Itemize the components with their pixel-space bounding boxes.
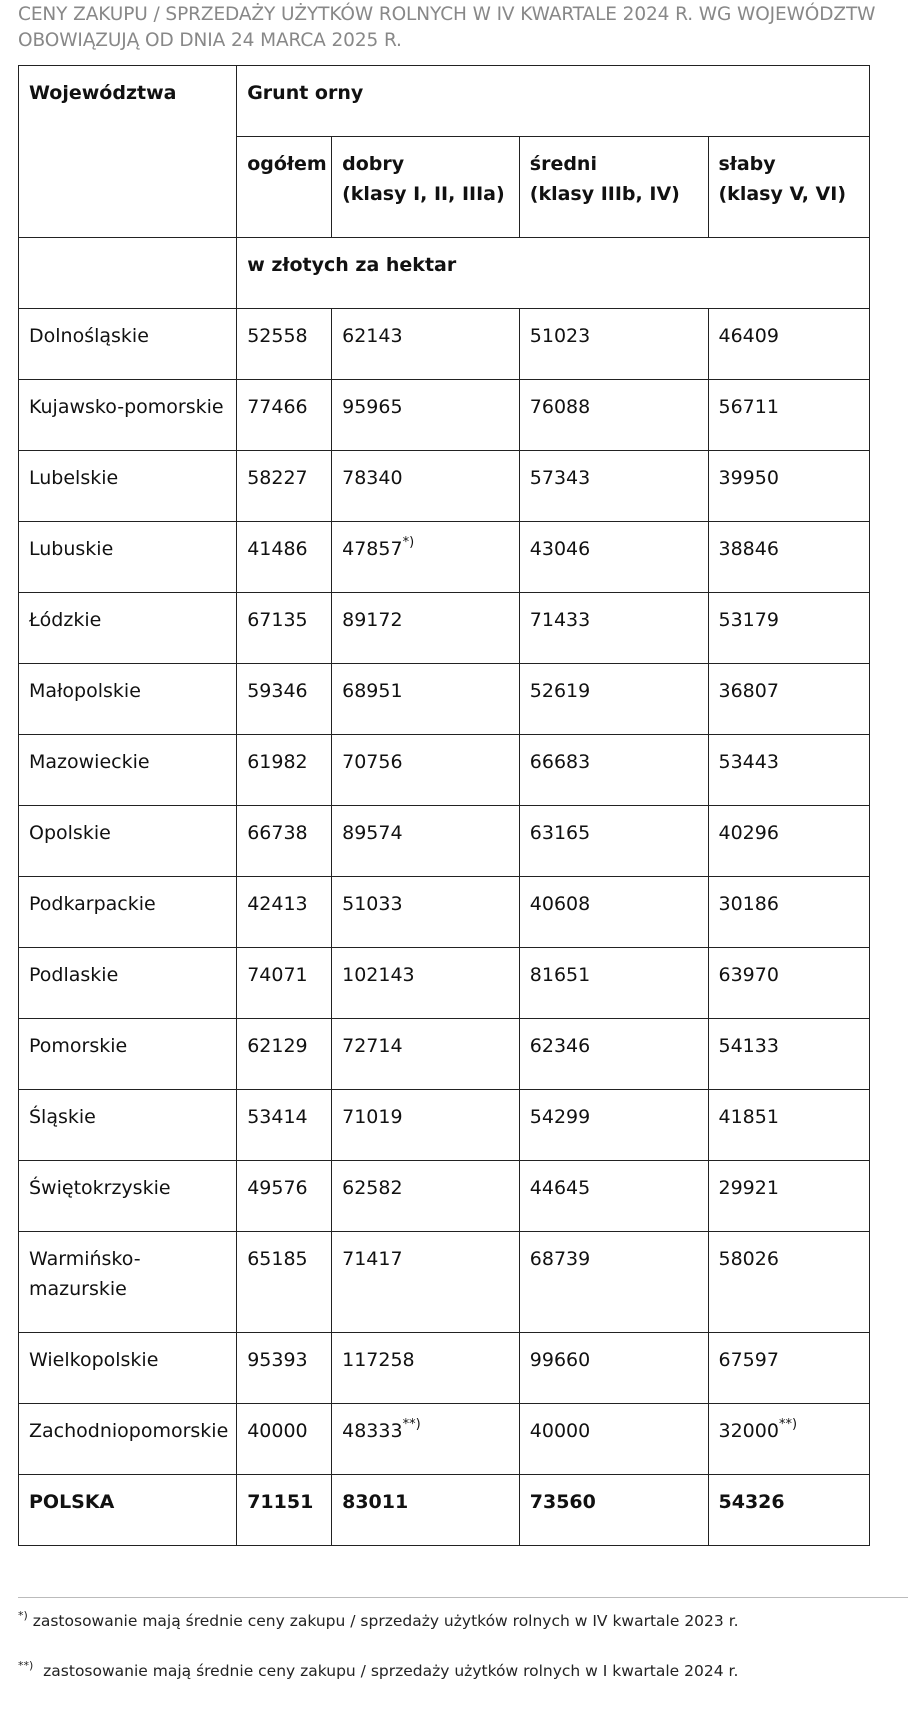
price-value: 32000	[718, 1420, 779, 1442]
region-name: Mazowieckie	[19, 735, 237, 806]
header-region: Województwa	[19, 66, 237, 238]
total-ogolem: 71151	[237, 1475, 332, 1546]
region-name: Dolnośląskie	[19, 309, 237, 380]
price-ogolem: 59346	[237, 664, 332, 735]
region-name	[19, 1232, 237, 1333]
price-dobry: 71019	[332, 1090, 520, 1161]
price-dobry: 70756	[332, 735, 520, 806]
price-dobry: 51033	[332, 877, 520, 948]
price-dobry: 78340	[332, 451, 520, 522]
price-ogolem: 40000	[237, 1404, 332, 1475]
table-row	[19, 309, 870, 380]
price-dobry	[332, 522, 520, 593]
price-sredni: 44645	[519, 1161, 708, 1232]
price-slaby: 40296	[708, 806, 870, 877]
table-row	[19, 948, 870, 1019]
price-sredni: 66683	[519, 735, 708, 806]
price-ogolem: 77466	[237, 380, 332, 451]
table-row	[19, 877, 870, 948]
price-ogolem: 74071	[237, 948, 332, 1019]
footnote-text: zastosowanie mają średnie ceny zakupu / sprzedaży użytków rolnych w I kwartale 2024 r.	[33, 1662, 739, 1680]
price-slaby	[708, 1404, 870, 1475]
price-slaby: 58026	[708, 1232, 870, 1333]
total-dobry: 83011	[332, 1475, 520, 1546]
price-dobry: 89574	[332, 806, 520, 877]
price-slaby: 41851	[708, 1090, 870, 1161]
region-name: Opolskie	[19, 806, 237, 877]
price-dobry	[332, 1404, 520, 1475]
price-ogolem: 95393	[237, 1333, 332, 1404]
table-row	[19, 664, 870, 735]
total-row	[19, 1475, 870, 1546]
header-col-label: słaby	[718, 153, 776, 175]
price-slaby: 46409	[708, 309, 870, 380]
price-slaby: 54133	[708, 1019, 870, 1090]
footnote-marker: **)	[778, 1417, 798, 1432]
header-grunt-orny: Grunt orny	[237, 66, 870, 137]
header-col-ogolem	[237, 137, 332, 238]
price-dobry: 71417	[332, 1232, 520, 1333]
footnote-1	[18, 1609, 739, 1630]
region-name: Świętokrzyskie	[19, 1161, 237, 1232]
price-slaby: 30186	[708, 877, 870, 948]
region-name: Kujawsko-pomorskie	[19, 380, 237, 451]
table-row	[19, 1404, 870, 1475]
price-sredni: 99660	[519, 1333, 708, 1404]
footnote-mark: *)	[18, 1609, 28, 1622]
price-slaby: 29921	[708, 1161, 870, 1232]
unit-row	[19, 238, 870, 309]
footnote-text: zastosowanie mają średnie ceny zakupu / sprzedaży użytków rolnych w IV kwartale 2023 r.	[27, 1612, 739, 1630]
price-dobry: 68951	[332, 664, 520, 735]
price-sredni: 43046	[519, 522, 708, 593]
region-name: Lubelskie	[19, 451, 237, 522]
price-slaby: 53443	[708, 735, 870, 806]
price-sredni: 68739	[519, 1232, 708, 1333]
region-name: Śląskie	[19, 1090, 237, 1161]
header-col-label: średni	[529, 153, 597, 175]
price-dobry: 62582	[332, 1161, 520, 1232]
price-value: 48333	[342, 1420, 403, 1442]
total-sredni: 73560	[519, 1475, 708, 1546]
price-slaby: 63970	[708, 948, 870, 1019]
table-row	[19, 1090, 870, 1161]
price-dobry: 102143	[332, 948, 520, 1019]
table-row	[19, 380, 870, 451]
footnote-divider	[18, 1597, 908, 1598]
table-row	[19, 1232, 870, 1333]
page-title-line-2: OBOWIĄZUJĄ OD DNIA 24 MARCA 2025 R.	[18, 30, 402, 51]
footnote-2	[18, 1659, 739, 1680]
price-ogolem: 66738	[237, 806, 332, 877]
region-name: Podlaskie	[19, 948, 237, 1019]
page-title	[18, 2, 908, 54]
region-name: Zachodniopomorskie	[19, 1404, 237, 1475]
price-dobry: 72714	[332, 1019, 520, 1090]
price-dobry: 62143	[332, 309, 520, 380]
price-ogolem: 42413	[237, 877, 332, 948]
region-name: Podkarpackie	[19, 877, 237, 948]
table-row	[19, 451, 870, 522]
page-title-line-1: CENY ZAKUPU / SPRZEDAŻY UŻYTKÓW ROLNYCH W IV KWARTALE 2024 R. WG WOJEWÓDZTW	[18, 4, 876, 25]
footnote-marker: *)	[402, 535, 415, 550]
header-col-dobry	[332, 137, 520, 238]
table-row	[19, 522, 870, 593]
region-name: Wielkopolskie	[19, 1333, 237, 1404]
price-table	[18, 65, 870, 1546]
unit-row-empty-cell	[19, 238, 237, 309]
price-sredni: 63165	[519, 806, 708, 877]
price-ogolem: 58227	[237, 451, 332, 522]
price-sredni: 81651	[519, 948, 708, 1019]
total-label: POLSKA	[19, 1475, 237, 1546]
price-ogolem: 65185	[237, 1232, 332, 1333]
price-slaby: 39950	[708, 451, 870, 522]
header-col-label: ogółem	[247, 153, 327, 175]
table-row	[19, 806, 870, 877]
price-ogolem: 49576	[237, 1161, 332, 1232]
price-dobry: 95965	[332, 380, 520, 451]
header-row-group	[19, 66, 870, 137]
table-row	[19, 593, 870, 664]
price-sredni: 76088	[519, 380, 708, 451]
price-sredni: 51023	[519, 309, 708, 380]
table-row	[19, 735, 870, 806]
region-name: Lubuskie	[19, 522, 237, 593]
price-value: 47857	[342, 538, 403, 560]
price-sredni: 40000	[519, 1404, 708, 1475]
price-sredni: 71433	[519, 593, 708, 664]
price-dobry: 117258	[332, 1333, 520, 1404]
price-sredni: 52619	[519, 664, 708, 735]
table-row	[19, 1333, 870, 1404]
table-row	[19, 1019, 870, 1090]
header-col-label: dobry	[342, 153, 405, 175]
price-ogolem: 67135	[237, 593, 332, 664]
price-sredni: 62346	[519, 1019, 708, 1090]
unit-label: w złotych za hektar	[237, 238, 870, 309]
price-ogolem: 61982	[237, 735, 332, 806]
footnote-marker: **)	[402, 1417, 421, 1432]
price-slaby: 38846	[708, 522, 870, 593]
price-sredni: 54299	[519, 1090, 708, 1161]
header-col-sredni	[519, 137, 708, 238]
price-ogolem: 41486	[237, 522, 332, 593]
price-slaby: 36807	[708, 664, 870, 735]
price-slaby: 53179	[708, 593, 870, 664]
region-name: Małopolskie	[19, 664, 237, 735]
price-slaby: 67597	[708, 1333, 870, 1404]
table-row	[19, 1161, 870, 1232]
header-col-classes: (klasy I, II, IIIa)	[342, 183, 505, 205]
region-name-line-1: Warmińsko-	[29, 1248, 141, 1270]
header-col-slaby	[708, 137, 870, 238]
price-dobry: 89172	[332, 593, 520, 664]
price-sredni: 40608	[519, 877, 708, 948]
region-name-line-2: mazurskie	[29, 1278, 127, 1300]
region-name: Pomorskie	[19, 1019, 237, 1090]
price-ogolem: 62129	[237, 1019, 332, 1090]
region-name: Łódzkie	[19, 593, 237, 664]
header-col-classes: (klasy V, VI)	[718, 183, 847, 205]
total-slaby: 54326	[708, 1475, 870, 1546]
price-slaby: 56711	[708, 380, 870, 451]
header-col-classes: (klasy IIIb, IV)	[529, 183, 680, 205]
price-ogolem: 52558	[237, 309, 332, 380]
footnote-mark: **)	[18, 1659, 34, 1672]
price-ogolem: 53414	[237, 1090, 332, 1161]
price-sredni: 57343	[519, 451, 708, 522]
